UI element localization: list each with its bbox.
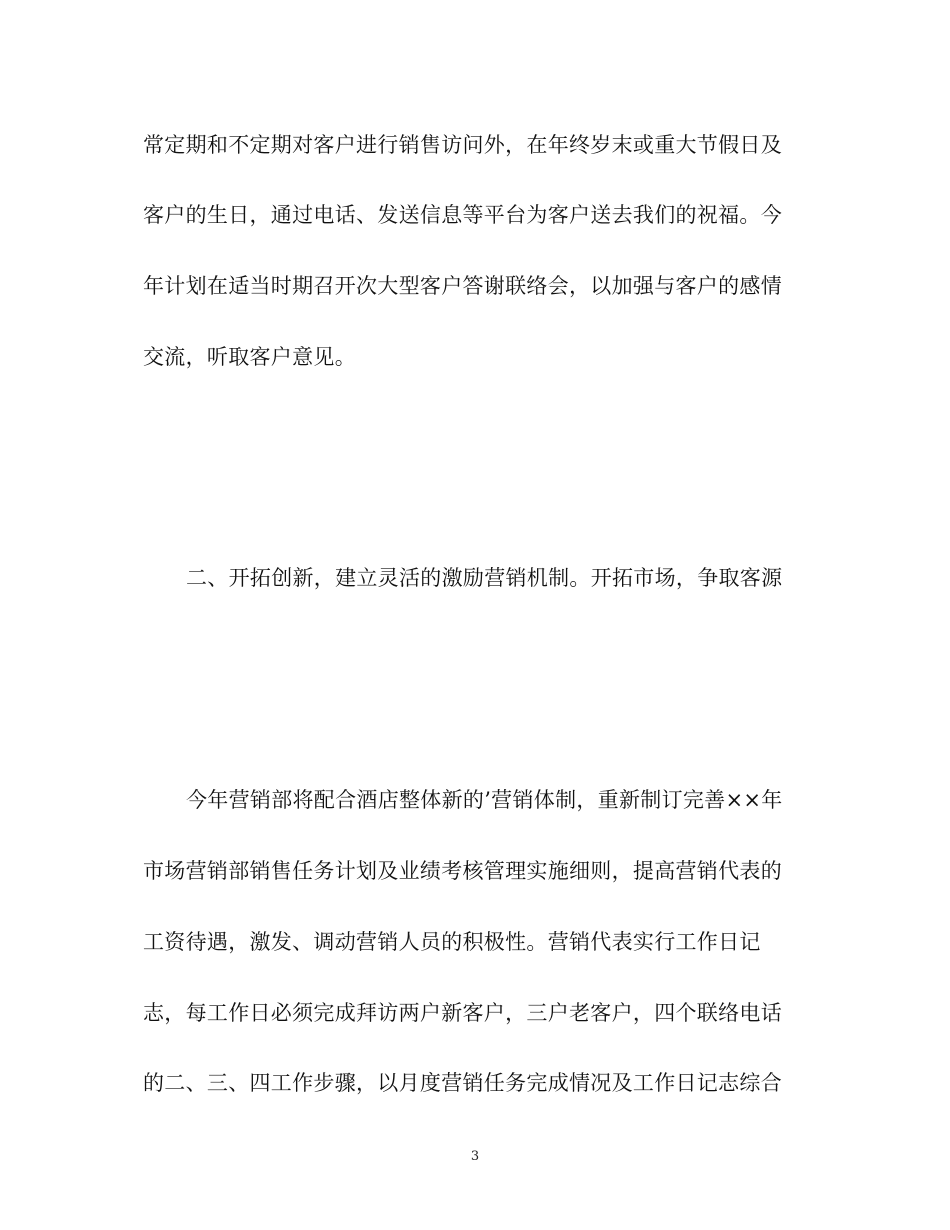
page-number: 3 xyxy=(470,1149,480,1164)
paragraph-2-line-5: 的二、三、四工作步骤，以月度营销任务完成情况及工作日记志综合 xyxy=(143,1071,782,1095)
paragraph-1-line-2: 客户的生日，通过电话、发送信息等平台为客户送去我们的祝福。今 xyxy=(143,203,782,227)
paragraph-1-line-1: 常定期和不定期对客户进行销售访问外，在年终岁末或重大节假日及 xyxy=(143,133,782,157)
paragraph-2-line-3: 工资待遇，激发、调动营销人员的积极性。营销代表实行工作日记 xyxy=(143,930,761,954)
section-heading: 二、开拓创新，建立灵活的激励营销机制。开拓市场，争取客源 xyxy=(186,566,783,590)
paragraph-2-line-4: 志，每工作日必须完成拜访两户新客户，三户老客户，四个联络电话 xyxy=(143,1001,782,1025)
paragraph-1-line-4: 交流，听取客户意见。 xyxy=(143,345,356,369)
paragraph-2-line-2: 市场营销部销售任务计划及业绩考核管理实施细则，提高营销代表的 xyxy=(143,859,782,883)
paragraph-1-line-3: 年计划在适当时期召开次大型客户答谢联络会，以加强与客户的感情 xyxy=(143,274,782,298)
paragraph-2-line-1: 今年营销部将配合酒店整体新的’营销体制，重新制订完善××年 xyxy=(186,788,783,812)
